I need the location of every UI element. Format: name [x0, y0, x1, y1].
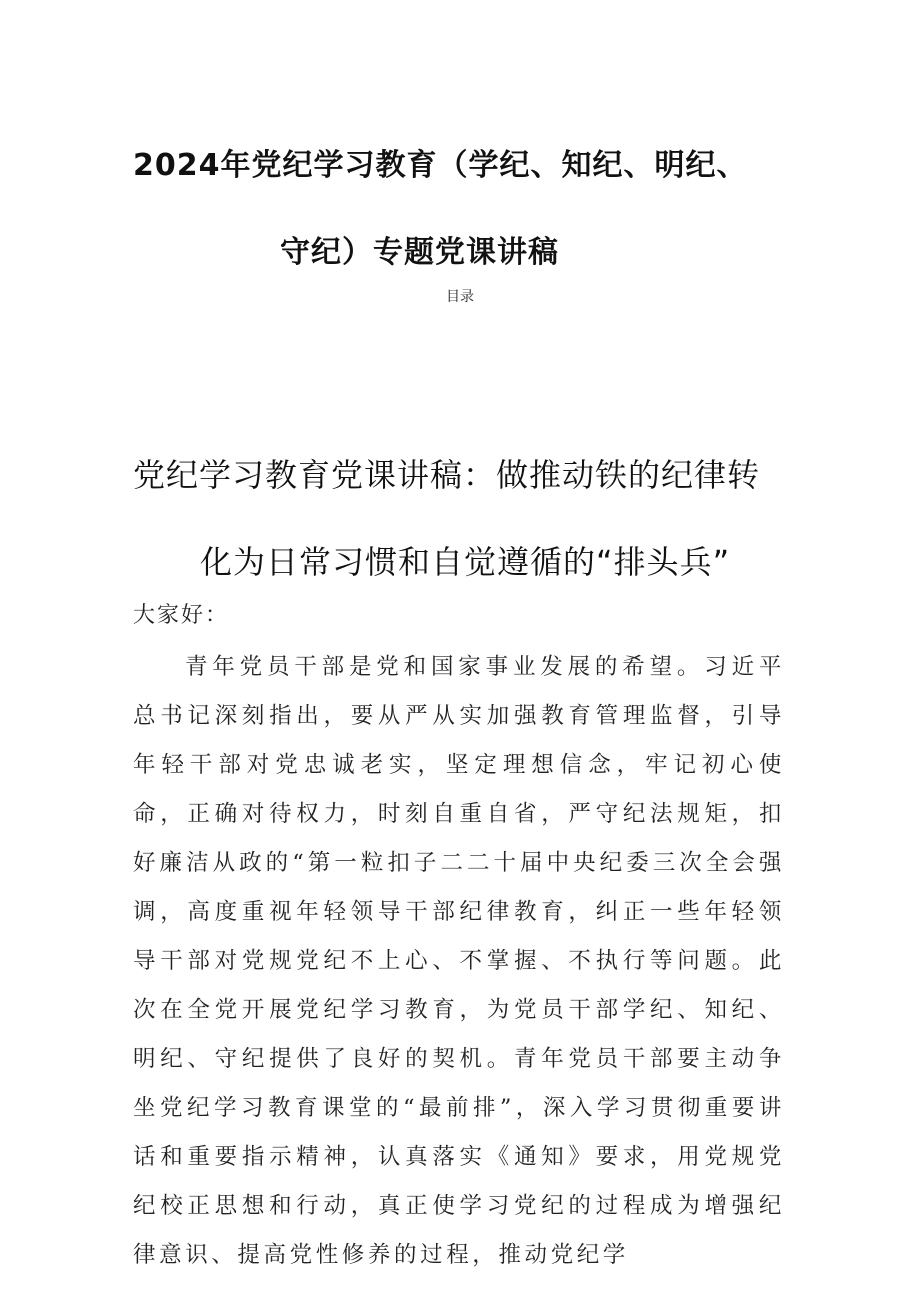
table-of-contents-label: 目录 — [446, 289, 474, 305]
section-title-line-1: 党纪学习教育党课讲稿：做推动铁的纪律转 — [133, 456, 761, 494]
section-title-line-2: 化为日常习惯和自觉遵循的“排头兵” — [200, 543, 731, 581]
document-title-line-1: 2024年党纪学习教育（学纪、知纪、明纪、 — [133, 148, 748, 183]
document-title-line-2: 守纪）专题党课讲稿 — [280, 235, 559, 270]
body-paragraph: 青年党员干部是党和国家事业发展的希望。习近平总书记深刻指出，要从严从实加强教育管理监督，引导年轻干部对党忠诚老实，坚定理想信念，牢记初心使命，正确对待权力，时刻自重自省，严守纪法规矩，扣好廉洁从政的“第一粒扣子二二十届中央纪委三次全会强调，高度重视年轻领导干部纪律教育，纠正一些年轻领导干部对党规党纪不上心、不掌握、不执行等问题。此次在全党开展党纪学习教育，为党员干部学纪、知纪、明纪、守纪提供了良好的契机。青年党员干部要主动争坐党纪学习教育课堂的“最前排”，深入学习贯彻重要讲话和重要指示精神，认真落实《通知》要求，用党规党纪校正思想和行动，真正使学习党纪的过程成为增强纪律意识、提高党性修养的过程，推动党纪学 — [133, 654, 785, 1268]
greeting: 大家好： — [133, 603, 230, 628]
